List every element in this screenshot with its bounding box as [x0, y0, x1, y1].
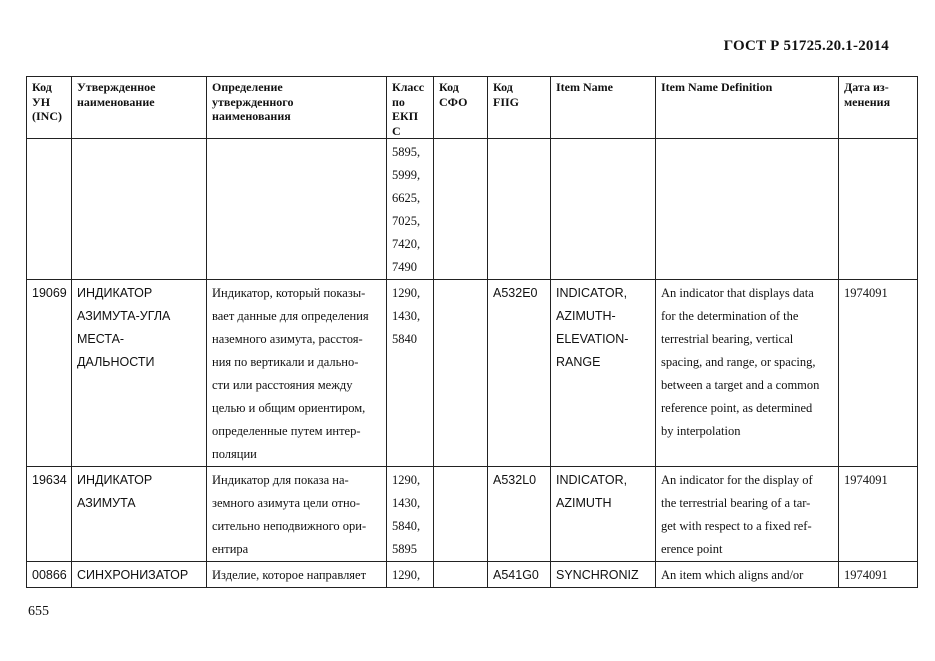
cell-sfo [434, 139, 488, 280]
cell-class: 5895, 5999, 6625, 7025, 7420, 7490 [387, 139, 434, 280]
cell-change-date [839, 139, 918, 280]
standard-designation: ГОСТ Р 51725.20.1-2014 [723, 38, 889, 54]
cell-inc: 00866 [27, 562, 72, 588]
cell-fiig: A532L0 [488, 467, 551, 562]
header-class: Класс по ЕКП С [387, 77, 434, 139]
cell-item-name-definition [656, 139, 839, 280]
cell-item-name-definition: An indicator that displays data for the determination of the terrestrial bearing, vertical spacing, and range, or spacing, between a target and a common reference point, as determined by interpolation [656, 280, 839, 467]
cell-change-date: 1974091 [839, 280, 918, 467]
cell-inc: 19634 [27, 467, 72, 562]
cell-class: 1290, 1430, 5840, 5895 [387, 467, 434, 562]
table-row [27, 467, 918, 562]
nomenclature-table [26, 76, 918, 588]
cell-class: 1290, [387, 562, 434, 588]
cell-definition: Индикатор для показа на- земного азимута цели отно- сительно неподвижного ори- ентира [207, 467, 387, 562]
cell-item-name-definition: An indicator for the display of the terrestrial bearing of a tar- get with respect to a fixed ref- erence point [656, 467, 839, 562]
cell-definition: Изделие, которое направляет [207, 562, 387, 588]
cell-fiig: A532E0 [488, 280, 551, 467]
cell-fiig: A541G0 [488, 562, 551, 588]
header-item-name-definition: Item Name Definition [656, 77, 839, 139]
cell-sfo [434, 562, 488, 588]
cell-item-name: INDICATOR, AZIMUTH [551, 467, 656, 562]
cell-change-date: 1974091 [839, 562, 918, 588]
page-number: 655 [28, 604, 49, 619]
cell-definition [207, 139, 387, 280]
table-row [27, 280, 918, 467]
cell-item-name: SYNCHRONIZ [551, 562, 656, 588]
table-row [27, 139, 918, 280]
cell-inc [27, 139, 72, 280]
header-approved-name: Утвержденное наименование [72, 77, 207, 139]
cell-item-name [551, 139, 656, 280]
cell-item-name: INDICATOR, AZIMUTH- ELEVATION- RANGE [551, 280, 656, 467]
cell-approved-name: СИНХРОНИЗАТОР [72, 562, 207, 588]
header-row [27, 77, 918, 139]
cell-approved-name [72, 139, 207, 280]
cell-class: 1290, 1430, 5840 [387, 280, 434, 467]
header-sfo: Код СФО [434, 77, 488, 139]
cell-approved-name: ИНДИКАТОР АЗИМУТА-УГЛА МЕСТА- ДАЛЬНОСТИ [72, 280, 207, 467]
cell-approved-name: ИНДИКАТОР АЗИМУТА [72, 467, 207, 562]
cell-fiig [488, 139, 551, 280]
header-fiig: Код FIIG [488, 77, 551, 139]
header-inc: Код УН (INC) [27, 77, 72, 139]
cell-inc: 19069 [27, 280, 72, 467]
header-definition: Определение утвержденного наименования [207, 77, 387, 139]
cell-change-date: 1974091 [839, 467, 918, 562]
cell-sfo [434, 280, 488, 467]
header-change-date: Дата из- менения [839, 77, 918, 139]
cell-item-name-definition: An item which aligns and/or [656, 562, 839, 588]
cell-sfo [434, 467, 488, 562]
table-row [27, 562, 918, 588]
cell-definition: Индикатор, который показы- вает данные для определения наземного азимута, расстоя- ния по вертикали и дально- сти или расстояния между целью и общим ориентиром, определенные путем интер- поляции [207, 280, 387, 467]
header-item-name: Item Name [551, 77, 656, 139]
